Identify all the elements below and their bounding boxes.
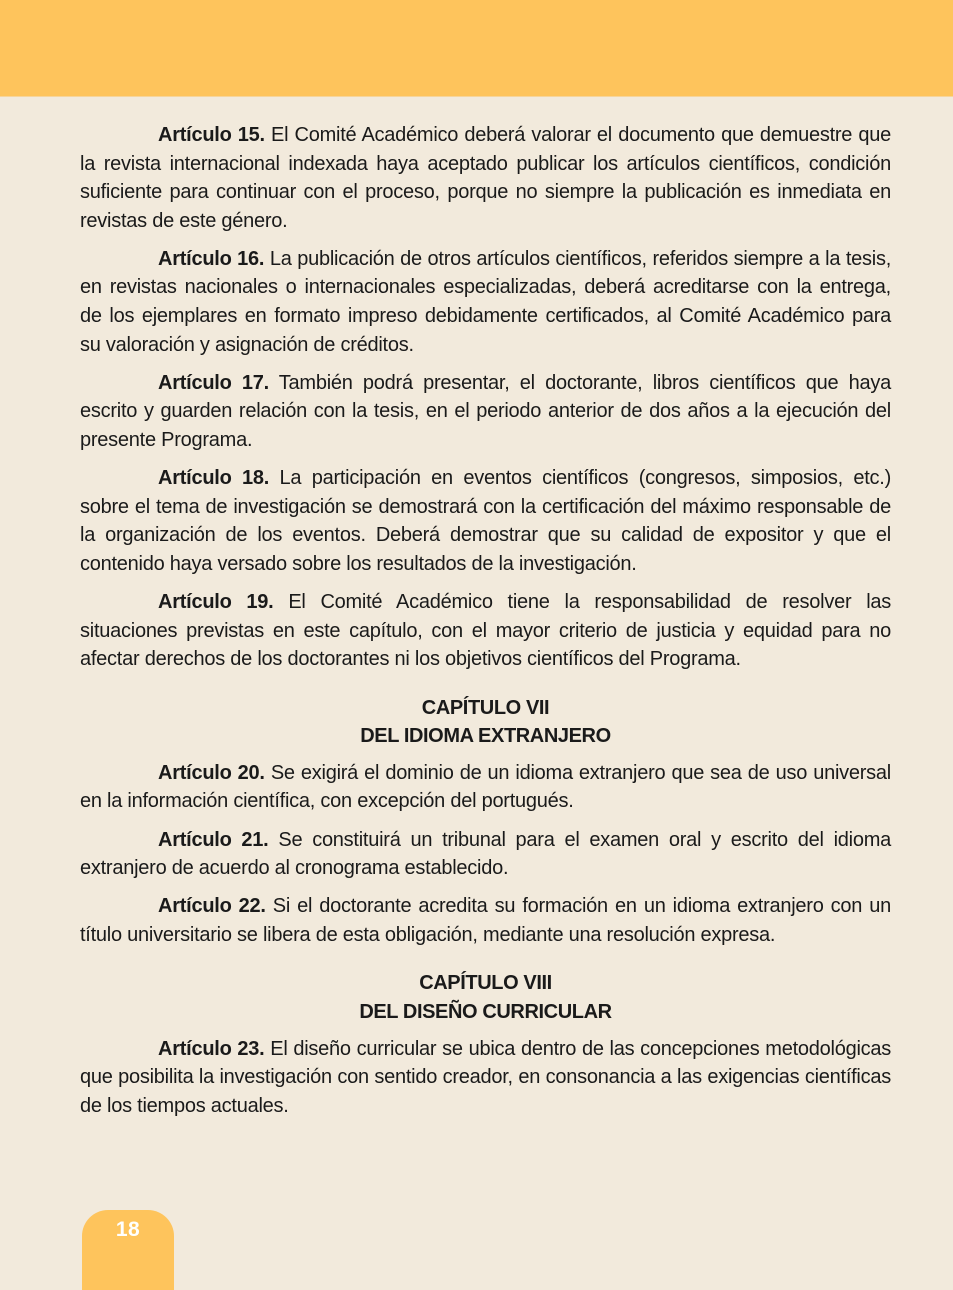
article-text: Se constituirá un tribunal para el examen oral y escrito del idioma extranjero de acuerdo al cronograma establecido. [80, 828, 891, 880]
article-text: El diseño curricular se ubica dentro de las concepciones metodológicas que posibilita la investigación con sentido creador, en consonancia a las exigencias científicas de los tiempos actuales. [80, 1037, 892, 1117]
chapter-number: CAPÍTULO VII [421, 696, 550, 719]
article-label: Artículo 17. [158, 371, 269, 394]
chapter-title: DEL IDIOMA EXTRANJERO [360, 725, 611, 748]
chapter-7-heading [80, 694, 891, 751]
chapter-number: CAPÍTULO VIII [419, 972, 552, 995]
article-label: Artículo 18. [158, 467, 270, 490]
article-label: Artículo 21. [158, 828, 269, 851]
article-label: Artículo 19. [158, 590, 274, 613]
header-band [0, 0, 953, 97]
article-label: Artículo 20. [158, 761, 265, 784]
article-18 [80, 464, 891, 578]
article-22 [80, 892, 891, 949]
article-20 [80, 759, 891, 816]
article-label: Artículo 22. [158, 895, 266, 918]
article-15 [80, 121, 891, 235]
article-text: La participación en eventos científicos (congresos, simposios, etc.) sobre el tema de investigación se demostrará con la certificación del máximo responsable de la organización de los eventos. Deberá demostrar que su calidad de expositor y que el contenido haya versado sobre los resultados de la investigación. [80, 467, 891, 575]
document-body [80, 121, 891, 1130]
page-number-tab [82, 1210, 174, 1290]
article-label: Artículo 16. [158, 247, 265, 270]
article-23 [80, 1035, 891, 1121]
chapter-title: DEL DISEÑO CURRICULAR [359, 1001, 612, 1024]
article-17 [80, 369, 891, 455]
article-text: El Comité Académico deberá valorar el documento que demuestre que la revista internacional indexada haya aceptado publicar los artículos científicos, condición suficiente para continuar con el proceso, porque no siempre la publicación es inmediata en revistas de este género. [80, 124, 891, 232]
article-text: La publicación de otros artículos científicos, referidos siempre a la tesis, en revistas nacionales o internacionales especializadas, deberá acreditarse con la entrega, de los ejemplares en formato impreso debidamente certificados, al Comité Académico para su valoración y asignación de créditos. [80, 247, 891, 356]
article-text: El Comité Académico tiene la responsabilidad de resolver las situaciones previstas en este capítulo, con el mayor criterio de justicia y equidad para no afectar derechos de los doctorantes ni los objetivos científicos del Programa. [80, 590, 892, 671]
article-label: Artículo 15. [158, 124, 265, 146]
article-label: Artículo 23. [158, 1037, 265, 1060]
article-21 [80, 826, 891, 883]
article-19 [80, 588, 891, 674]
page-number: 18 [115, 1218, 141, 1241]
article-text: También podrá presentar, el doctorante, libros científicos que haya escrito y guarden relación con la tesis, en el periodo anterior de dos años a la ejecución del presente Programa. [80, 371, 892, 451]
article-16 [80, 245, 891, 359]
article-text: Se exigirá el dominio de un idioma extranjero que sea de uso universal en la información científica, con excepción del portugués. [80, 761, 891, 813]
chapter-8-heading [80, 969, 891, 1026]
article-text: Si el doctorante acredita su formación en un idioma extranjero con un título universitario se libera de esta obligación, mediante una resolución expresa. [80, 895, 891, 946]
